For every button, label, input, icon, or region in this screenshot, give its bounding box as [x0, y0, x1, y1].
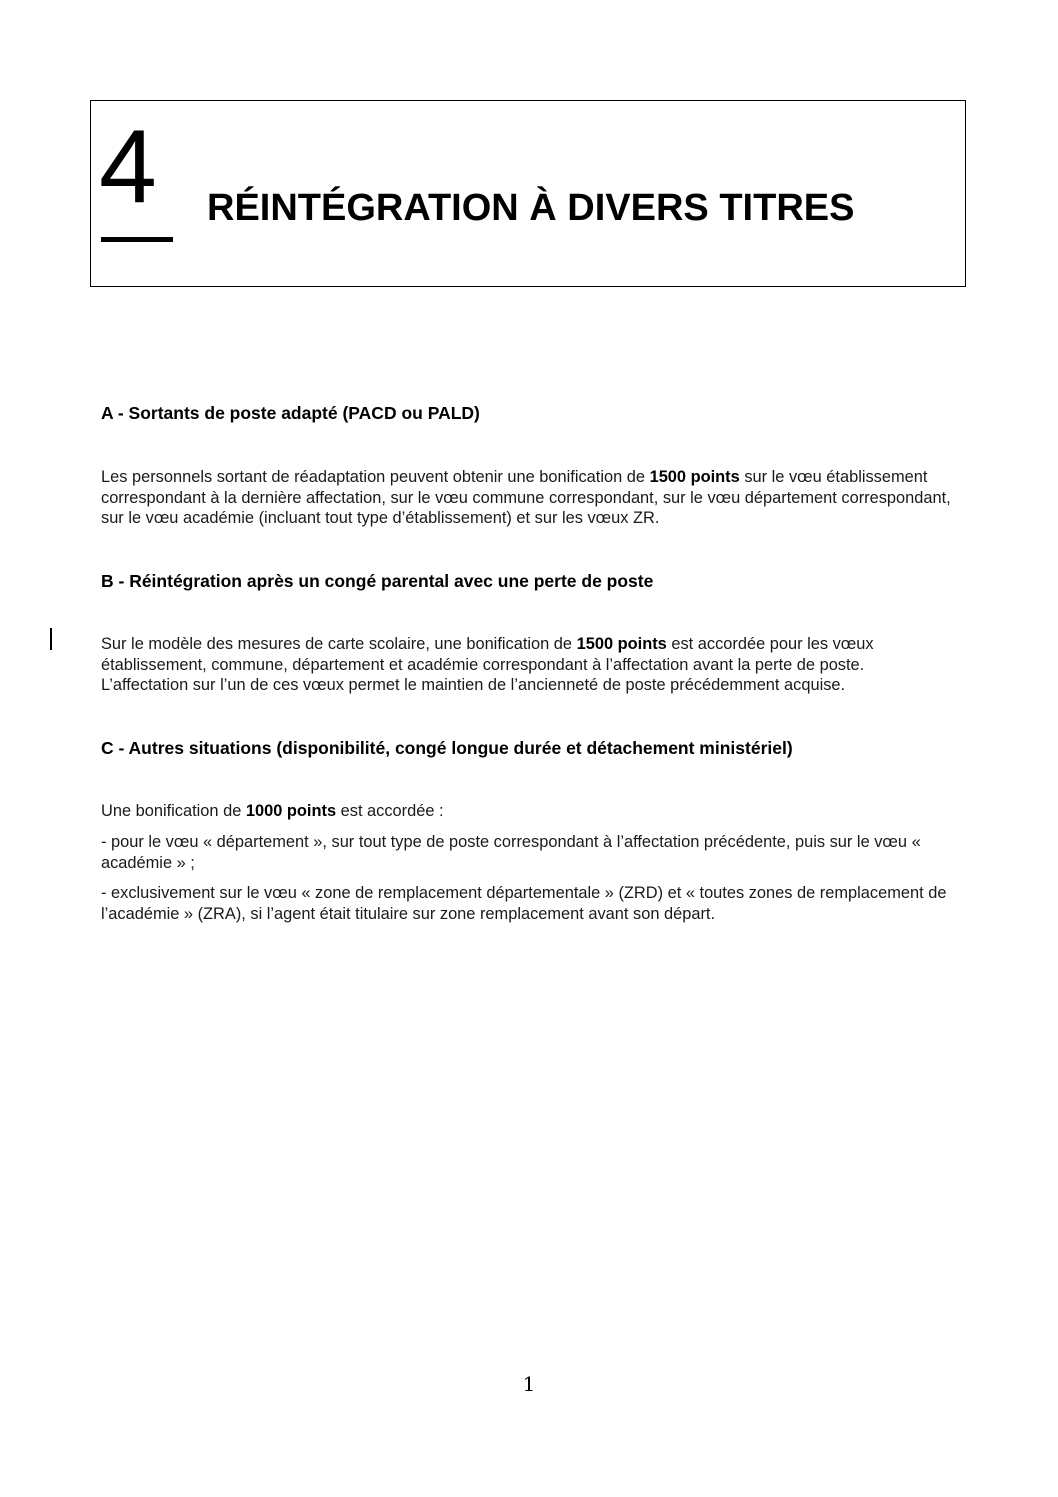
section-b-paragraph [101, 634, 951, 696]
section-c-heading: C - Autres situations (disponibilité, congé longue durée et détachement ministériel) [101, 738, 793, 758]
section-c-intro-paragraph [101, 801, 951, 822]
paragraph-bold-points: 1500 points [649, 468, 740, 486]
chapter-title-box [90, 100, 966, 287]
paragraph-text: est accordée : [336, 802, 444, 820]
paragraph-text: est accordée pour les vœux établissement, commune, département et académie correspondant à l’affectation avant la perte de poste. L’affectation sur l’un de ces vœux permet le maintien de l’ancienneté de poste précédemment acquise. [101, 635, 874, 694]
section-c-list-item: - exclusivement sur le vœu « zone de remplacement départementale » (ZRD) et « toutes zones de remplacement de l’académie » (ZRA), si l’agent était titulaire sur zone remplacement avant son départ. [101, 884, 947, 923]
paragraph-bold-points: 1000 points [245, 802, 337, 820]
paragraph-text: Une bonification de [101, 802, 246, 820]
section-a-paragraph [101, 467, 951, 529]
paragraph-text: sur le vœu établissement correspondant à la dernière affectation, sur le vœu commune correspondant, sur le vœu département correspondant, sur le vœu académie (incluant tout type d’établissement) et sur les vœux ZR. [101, 468, 951, 527]
page-number: 1 [522, 1372, 536, 1396]
revision-change-bar [50, 628, 52, 650]
section-a-heading: A - Sortants de poste adapté (PACD ou PALD) [101, 403, 480, 423]
chapter-number-underline [101, 237, 173, 242]
chapter-title: RÉINTÉGRATION À DIVERS TITRES [207, 187, 855, 229]
section-c-list-item: - pour le vœu « département », sur tout type de poste correspondant à l’affectation précédente, puis sur le vœu « académie » ; [101, 833, 921, 872]
paragraph-text: Les personnels sortant de réadaptation peuvent obtenir une bonification de [101, 468, 650, 486]
paragraph-bold-points: 1500 points [576, 635, 667, 653]
chapter-number: 4 [99, 109, 157, 225]
section-b-heading: B - Réintégration après un congé parental avec une perte de poste [101, 571, 654, 591]
paragraph-text: Sur le modèle des mesures de carte scolaire, une bonification de [101, 635, 577, 653]
